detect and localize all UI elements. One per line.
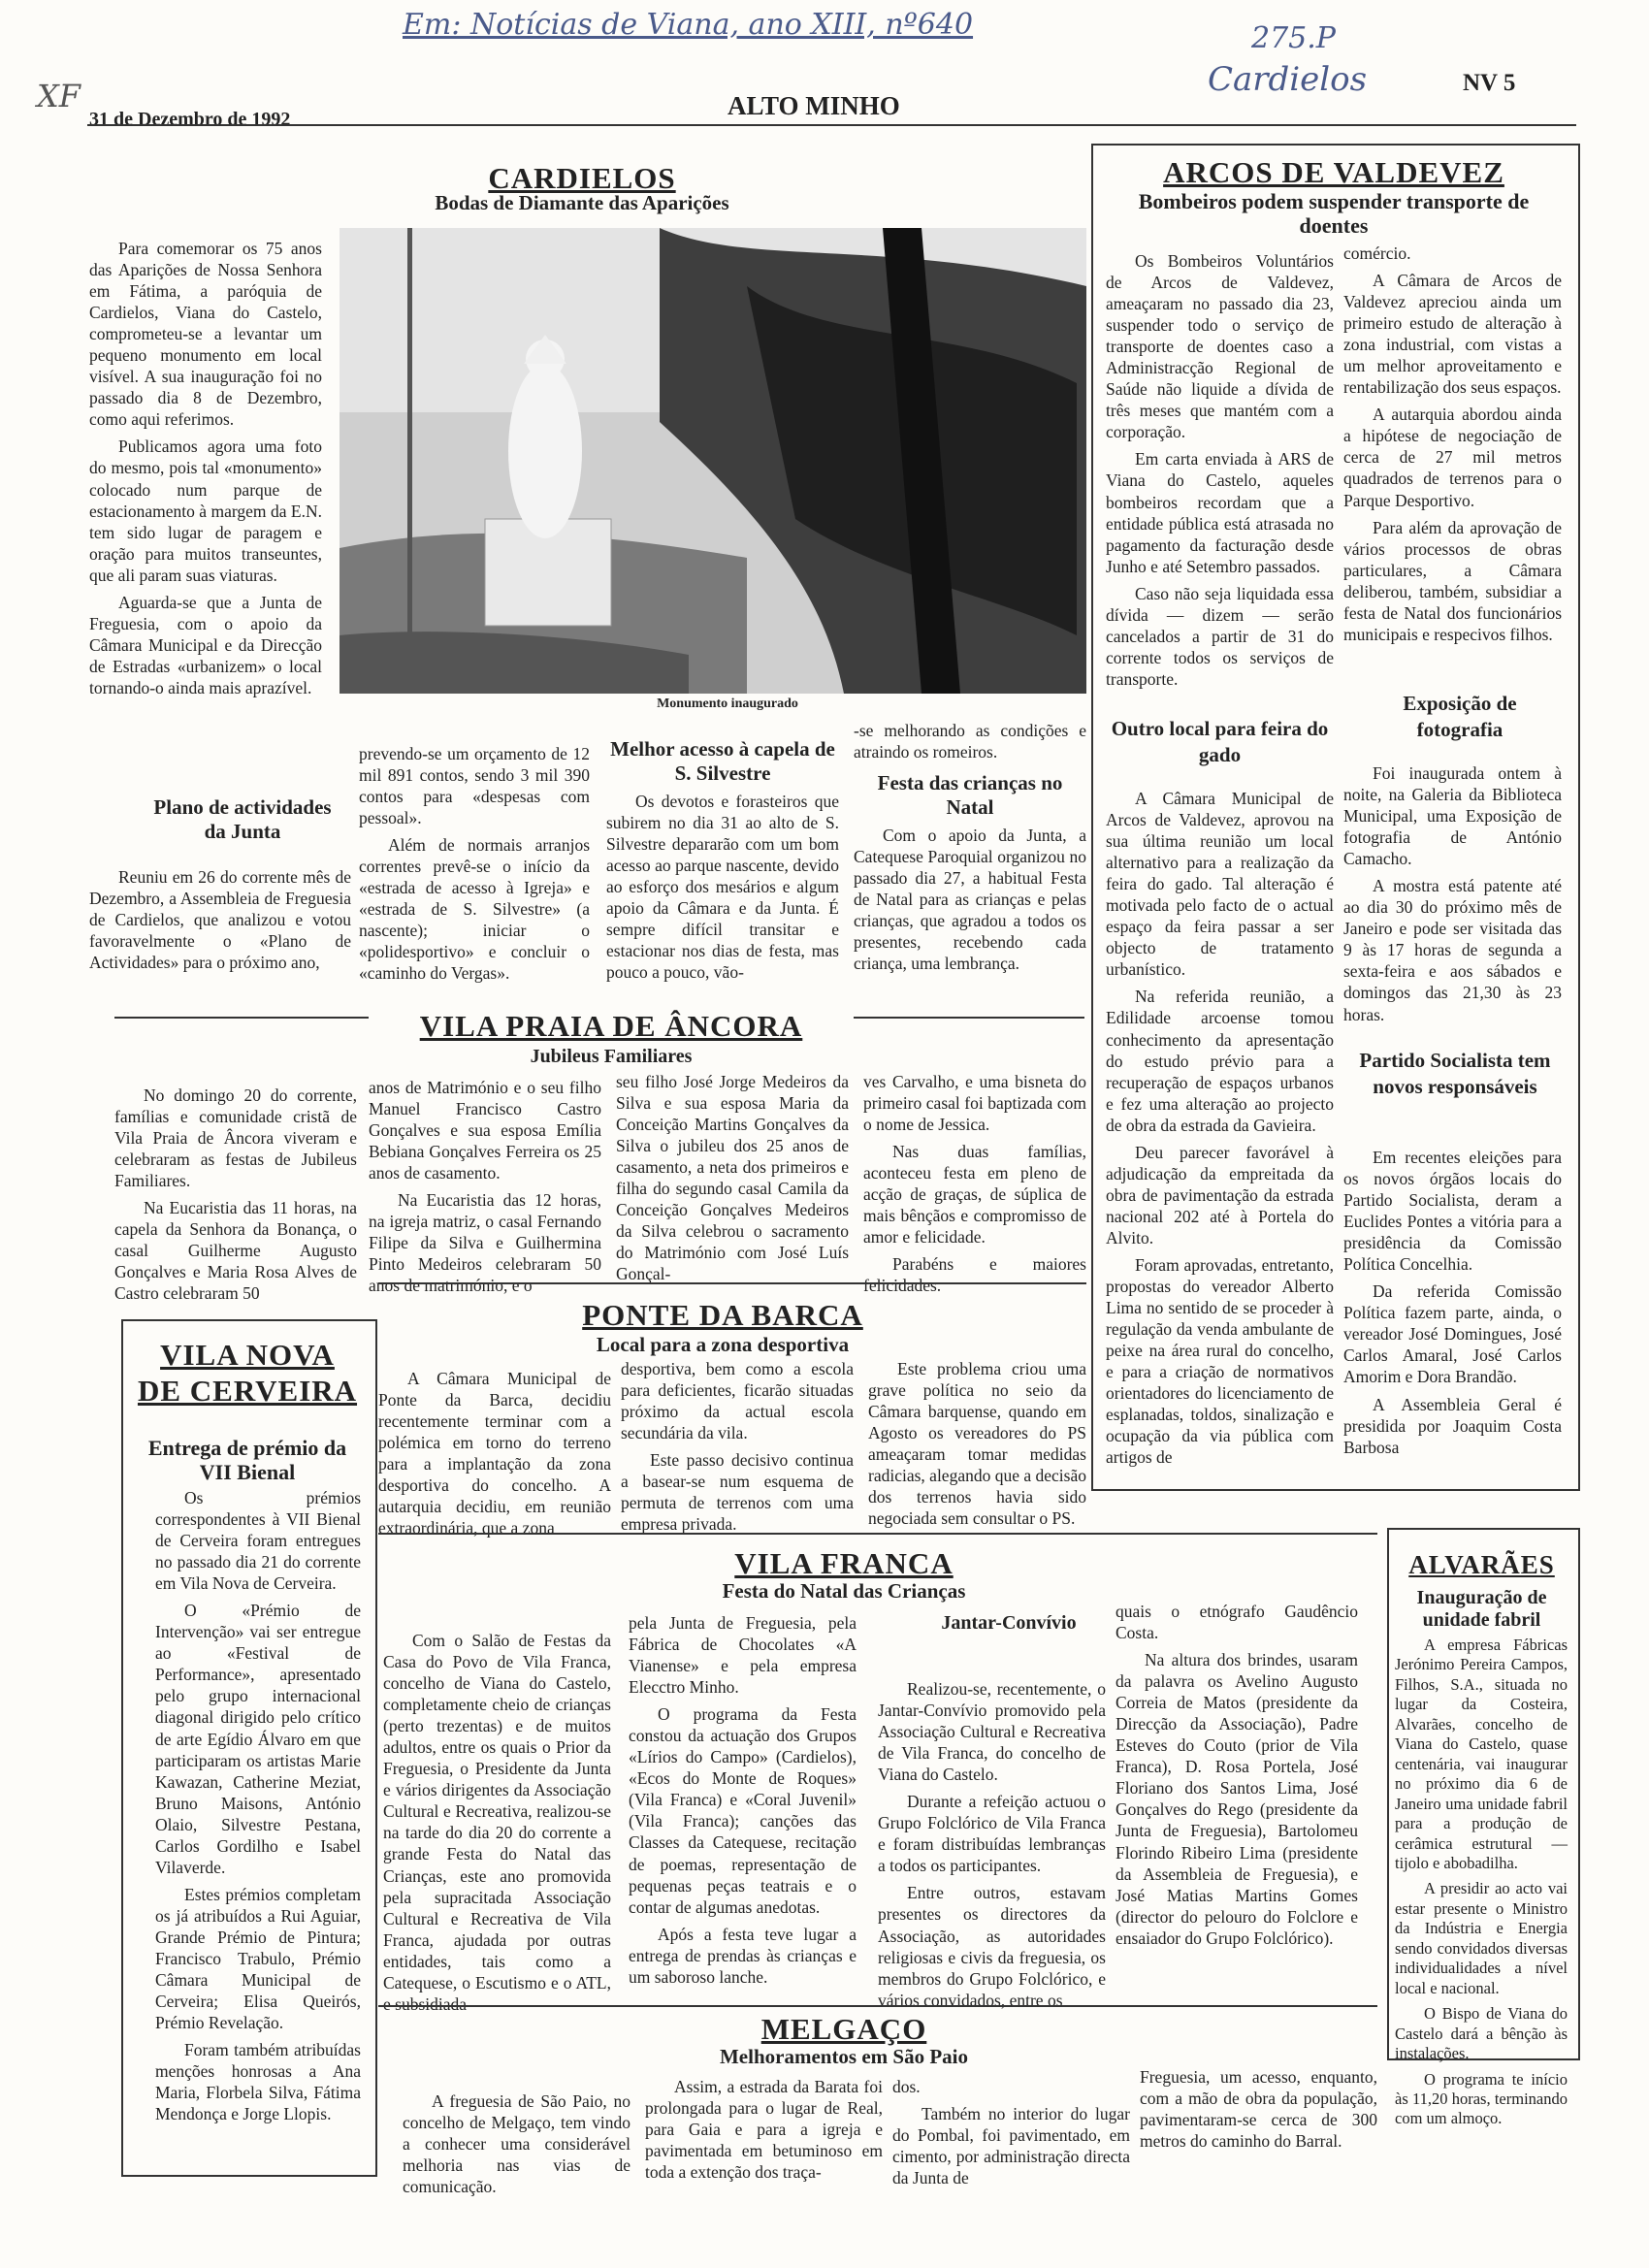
paragraph: Entre outros, estavam presentes os directores da Associação, as autoridades religiosas e civis da freguesia, os membros do Grupo Folclórico, e vários convidados, entre os <box>878 1883 1106 2010</box>
paragraph: Assim, a estrada da Barata foi prolongada para o lugar de Real, para Gaia e para a igreja e pavimentada em betuminoso em toda a extenção dos traça- <box>645 2077 883 2183</box>
handwritten-tag-note: Cardielos <box>1208 60 1368 99</box>
ps-text <box>1343 1147 1562 1464</box>
paragraph: dos. <box>892 2077 921 2096</box>
paragraph: O «Prémio de Intervenção» vai ser entregue ao «Festival de Performance», apresentado pelo grupo internacional diagonal dirigido pelo crítico de arte Egídio Álvaro em que participaram os artistas Marie Kawazan, Catherine Meziat, Bruno Maisons, António Olaio, Silvestre Pestana, Carlos Gordilho e Isabel Vilaverde. <box>155 1601 361 1877</box>
alvaraes-text <box>1395 1636 1568 2135</box>
melgaco-col3 <box>892 2076 1130 2194</box>
paragraph: A Câmara Municipal de Arcos de Valdevez, aprovou na sua última reunião um local alternativo para a realização da feira do gado. Tal alteração é motivada pelo facto de o actual espaço da feira passar a ser objecto de tratamento urbanístico. <box>1106 789 1334 980</box>
paragraph: Na Eucaristia das 11 horas, na capela da Senhora da Bonança, o casal Guilherme Augusto Gonçalves e Maria Rosa Alves de Castro celebraram 50 <box>114 1198 357 1304</box>
alvaraes-title: ALVARÃES <box>1408 1550 1555 1579</box>
paragraph: Em recentes eleições para os novos órgãos locais do Partido Socialista, deram a Euclides Pontes a vitória para a presidência da Comissão Política Concelhia. <box>1343 1148 1562 1275</box>
paragraph: prevendo-se um orçamento de 12 mil 891 contos, sendo 3 mil 390 contos para «despesas com pessoal». <box>359 744 590 828</box>
festa-heading: Festa das crianças no Natal <box>877 771 1063 820</box>
cardielos-col1 <box>89 238 322 704</box>
cerveira-text <box>155 1487 361 2130</box>
plano-text <box>89 866 351 979</box>
paragraph: A mostra está patente até ao dia 30 do próximo mês de Janeiro e pode ser visitada das 9 às 17 horas de segunda a sexta-feira e aos sábados e domingos das 21,30 às 23 horas. <box>1343 876 1562 1024</box>
cardielos-col2 <box>359 743 590 990</box>
paragraph: comércio. <box>1343 243 1411 263</box>
paragraph: Na Eucaristia das 12 horas, na igreja matriz, o casal Fernando Filipe da Silva e Guilhermina Pinto Medeiros celebraram 50 anos de matrimónio, e o <box>369 1190 601 1296</box>
barca-top-rule <box>378 1282 1086 1284</box>
barca-subtitle: Local para a zona desportiva <box>596 1333 850 1356</box>
paragraph: Estes prémios completam os já atribuídos a Rui Aguiar, Grande Prémio de Pintura; Francisco Trabulo, Prémio Câmara Municipal de Cerveira; Elisa Queirós, Prémio Revelação. <box>155 1884 361 2033</box>
plano-heading: Plano de actividades da Junta <box>153 795 332 844</box>
ancora-col2 <box>369 1077 601 1302</box>
page-number: NV 5 <box>1463 70 1516 96</box>
acesso-text <box>606 791 839 988</box>
melgaco-col4 <box>1140 2066 1377 2157</box>
paragraph: Também no interior do lugar do Pombal, foi pavimentado, em cimento, por administração directa da Junta de <box>892 2104 1130 2188</box>
header-rule <box>87 124 1576 126</box>
paragraph: Este problema criou uma grave política no seio da Câmara barquense, quando em Agosto os vereadores do PS ameaçaram tomar medidas radicias, alegando que a decisão dos terrenos havia sido negociada sem consultar o PS. <box>868 1359 1086 1529</box>
melgaco-subtitle: Melhoramentos em São Paio <box>719 2045 969 2068</box>
handwritten-source-note: Em: Notícias de Viana, ano XIII, nº640 <box>403 8 974 42</box>
paragraph: pela Junta de Freguesia, pela Fábrica de Chocolates «A Vianense» e pela empresa Elecctro Minho. <box>629 1613 857 1698</box>
paragraph: seu filho José Jorge Medeiros da Silva e sua esposa Maria da Conceição Martins Gonçalves da Silva o jubileu dos 25 anos de casamento, a neta dos primeiros e filha do segundo casal Camila da Conceição Gonçalves Medeiros da Silva celebrou o sacramento do Matrimónio com José Luís Gonçal- <box>616 1072 849 1284</box>
paragraph: Os prémios correspondentes à VII Bienal de Cerveira foram entregues no passado dia 21 do corrente em Vila Nova de Cerveira. <box>155 1488 361 1594</box>
melgaco-top-rule <box>378 2005 1377 2007</box>
expo-text <box>1343 762 1562 1031</box>
barca-title: PONTE DA BARCA <box>582 1298 863 1332</box>
expo-heading: Exposição de fotografia <box>1403 692 1517 742</box>
melgaco-col1 <box>403 2090 630 2203</box>
paragraph: Deu parecer favorável à adjudicação da empreitada da obra de pavimentação da estrada nacional 202 até à Portela do Alvito. <box>1106 1142 1334 1247</box>
feira-heading: Outro local para feira do gado <box>1111 717 1329 767</box>
franca-col4 <box>1116 1601 1358 1955</box>
paragraph: Após a festa teve lugar a entrega de prendas às crianças e um saboroso lanche. <box>629 1924 857 1987</box>
paragraph: O Bispo de Viana do Castelo dará a bênção às instalações. <box>1395 2004 1568 2063</box>
paragraph: O programa te início às 11,20 horas, terminando com um almoço. <box>1395 2069 1568 2128</box>
barca-col3 <box>868 1358 1086 1535</box>
paragraph: Os devotos e forasteiros que subirem no dia 31 ao alto de S. Silvestre depararão com um bom acesso ao parque nascente, devido ao esforço dos mesários e algum apoio da Câmara e da Junta. É sempre difícil transitar e estacionar nos dias de festa, mas pouco a pouco, vão- <box>606 792 839 983</box>
photo-caption: Monumento inaugurado <box>657 697 798 711</box>
paragraph: Reuniu em 26 do corrente mês de Dezembro, a Assembleia de Freguesia de Cardielos, que analizou e votou favoravelmente o «Plano de Actividades» para o próximo ano, <box>89 867 351 973</box>
paragraph: Na referida reunião, a Edilidade arcoense tomou conhecimento da apresentação do estudo prévio para a recuperação de espaços urbanos e fez uma alteração ao projecto de obra da estrada da Gavieira. <box>1106 987 1334 1135</box>
paragraph: A Assembleia Geral é presidida por Joaquim Costa Barbosa <box>1343 1394 1562 1457</box>
paragraph: Foram aprovadas, entretanto, propostas do vereador Alberto Lima no sentido de se proceder à regulação da venda ambulante de peixe na área rural do concelho, e para a criação de normativos orientadores do licenciamento de esplanadas, toldos, sinalização e ocupação da via pública com artigos de <box>1106 1254 1334 1468</box>
paragraph: Durante a refeição actuou o Grupo Folclórico de Vila Franca e foram distribuídas lembranças a todos os participantes. <box>878 1792 1106 1876</box>
franca-top-rule <box>378 1533 1377 1535</box>
franca-col1 <box>383 1630 611 2021</box>
melgaco-col2 <box>645 2076 883 2188</box>
paragraph: Além de normais arranjos correntes prevê-se o início da «estrada de acesso à Igreja» e «estrada de S. Silvestre» (a nascente); iniciar o «polidesportivo» e concluir o «caminho do Vergas». <box>359 835 590 984</box>
paragraph: -se melhorando as condições e atraindo os romeiros. <box>854 721 1086 762</box>
paragraph: A presidir ao acto vai estar presente o Ministro da Indústria e Energia sendo convidados diversas individualidades a nível local e nacional. <box>1395 1879 1568 1997</box>
monument-photo-image <box>340 228 1086 694</box>
feira-text <box>1106 788 1334 1474</box>
ancora-title: VILA PRAIA DE ÂNCORA <box>369 1011 854 1041</box>
paragraph: Caso não seja liquidada essa dívida — dizem — serão cancelados a partir de 31 do corrente todos os serviços de transporte. <box>1106 583 1334 689</box>
paragraph: Parabéns e maiores felicidades. <box>863 1254 1086 1296</box>
jantar-heading: Jantar-Convívio <box>941 1612 1077 1634</box>
paragraph: Foi inaugurada ontem à noite, na Galeria da Biblioteca Municipal, uma Exposição de fotografia de António Camacho. <box>1343 763 1562 869</box>
issue-date: 31 de Dezembro de 1992 <box>89 109 291 130</box>
handwritten-ref-note: 275.P <box>1251 21 1336 55</box>
cerveira-title: VILA NOVA DE CERVEIRA <box>137 1338 358 1409</box>
paragraph: Na altura dos brindes, usaram da palavra os Avelino Augusto Correia de Matos (presidente da Direcção da Associação), Padre Esteves do Couto (prior de Vila Franca), D. Rosa Portela, José Floriano dos Santos Lima, José Gonçalves do Rego (presidente da Junta de Freguesia), Bartolomeu Florindo Ribeiro Lima (presidente da Assembleia de Freguesia), e José Matias Martins Gomes (director do pelouro do Folclore e ensaiador do Grupo Folclórico). <box>1116 1650 1358 1948</box>
monument-photo <box>340 228 1086 694</box>
paragraph: Freguesia, um acesso, enquanto, com a mão de obra da população, pavimentaram-se cerca de 300 metros do caminho do Barral. <box>1140 2067 1377 2152</box>
paragraph: O programa da Festa constou da actuação dos Grupos «Lírios do Campo» (Cardielos), «Ecos do Monte de Roques» (Vila Franca) e «Coral Juvenil» (Vila Franca); canções das Classes da Catequese, recitação de poemas, representação de pequenas peças teatrais e o contar de algumas anedotas. <box>629 1704 857 1917</box>
alvaraes-subtitle: Inauguração de unidade fabril <box>1416 1587 1547 1631</box>
paragraph: Foram também atribuídas menções honrosas a Ana Maria, Florbela Silva, Fátima Mendonça e Jorge Llopis. <box>155 2040 361 2124</box>
paragraph: Aguarda-se que a Junta de Freguesia, com o apoio da Câmara Municipal e da Direcção de Estradas «urbanizem» o local tornando-o ainda mais aprazível. <box>89 592 322 697</box>
paragraph: Este passo decisivo continua a basear-se num esquema de permuta de terrenos com uma empresa privada. <box>621 1450 854 1535</box>
paragraph: Para além da aprovação de vários processos de obras particulares, a Câmara deliberou, também, subsidiar a festa de Natal dos funcionários municipais e respecivos filhos. <box>1343 517 1562 644</box>
paragraph: Para comemorar os 75 anos das Aparições de Nossa Senhora em Fátima, a paróquia de Cardielos, Viana do Castelo, comprometeu-se a levantar um pequeno monumento em local visível. A sua inauguração foi no passado dia 8 de Dezembro, como aqui referimos. <box>89 239 322 430</box>
cerveira-subtitle: Entrega de prémio da VII Bienal <box>147 1436 347 1485</box>
barca-col1 <box>378 1368 611 1544</box>
section-name: ALTO MINHO <box>728 91 900 120</box>
handwritten-corner-mark: XF <box>37 78 81 114</box>
paragraph: Os Bombeiros Voluntários de Arcos de Valdevez, ameaçaram no passado dia 23, suspender todo o serviço de transporte de doentes caso a Administracção Regional de Saúde não liquide a dívida de três meses que mantém com a corporação. <box>1106 251 1334 442</box>
melgaco-title: MELGAÇO <box>760 2012 927 2046</box>
cardielos-col4 <box>854 720 1086 768</box>
cardielos-title: CARDIELOS <box>488 161 676 195</box>
paragraph: Nas duas famílias, aconteceu festa em pleno de acção de graças, de súplica de mais bênçãos e compromisso de amor e felicidade. <box>863 1142 1086 1247</box>
paragraph: Com o apoio da Junta, a Catequese Paroquial organizou no passado dia 27, a habitual Festa de Natal para as crianças e pelas crianças, que agradou a todos os presentes, recebendo cada criança, uma lembrança. <box>854 826 1086 974</box>
franca-col3 <box>878 1678 1106 2017</box>
paragraph: Com o Salão de Festas da Casa do Povo de Vila Franca, concelho de Viana do Castelo, completamente cheio de crianças (perto trezentas) e de muitos adultos, entre os quais o Prior da Freguesia, o Presidente da Junta e vários dirigentes da Associação Cultural e Recreativa, realizou-se na tarde do dia 20 do corrente a grande Festa do Natal das Crianças, este ano promovida pela supracitada Associação Cultural e Recreativa de Vila Franca, ajudada por outras entidades, tais como a Catequese, o Escutismo e o ATL, e subsidiada <box>383 1631 611 2014</box>
paragraph: Publicamos agora uma foto do mesmo, pois tal «monumento» colocado num parque de estacionamento à margem da E.N. tem sido lugar de paragem e oração para muitos transeuntes, que ali param suas viaturas. <box>89 437 322 585</box>
paragraph: A empresa Fábricas Jerónimo Pereira Campos, Filhos, S.A., situada no lugar da Costeira, Alvarães, concelho de Viana do Castelo, quase centenária, vai inaugurar no próximo dia 6 de Janeiro uma unidade fabril para a produção de cerâmica estrutural — tijolo e abobadilha. <box>1395 1636 1568 1872</box>
paragraph: No domingo 20 do corrente, famílias e comunidade cristã de Vila Praia de Âncora viveram e celebraram as festas de Jubileus Familiares. <box>114 1085 357 1191</box>
arcos-col2 <box>1343 243 1562 651</box>
arcos-subtitle: Bombeiros podem suspender transporte de doentes <box>1138 189 1530 239</box>
paragraph: ves Carvalho, e uma bisneta do primeiro casal foi baptizada com o nome de Jessica. <box>863 1072 1086 1135</box>
ancora-col4 <box>863 1071 1086 1302</box>
paragraph: Em carta enviada à ARS de Viana do Castelo, aqueles bombeiros recordam que a entidade pública está atrasada no pagamento da facturação desde Junho e até Setembro passados. <box>1106 449 1334 576</box>
franca-subtitle: Festa do Natal das Crianças <box>722 1579 966 1603</box>
ps-heading: Partido Socialista tem novos responsáveis <box>1359 1049 1551 1099</box>
franca-title: VILA FRANCA <box>734 1546 954 1580</box>
paragraph: desportiva, bem como a escola para deficientes, ficarão situadas próximo da actual escola secundária da vila. <box>621 1359 854 1443</box>
paragraph: A Câmara de Arcos de Valdevez apreciou ainda um primeiro estudo de alteração à zona industrial, com vistas a um melhor aproveitamento e rentabilização dos seus espaços. <box>1343 271 1562 398</box>
cardielos-subtitle: Bodas de Diamante das Aparições <box>435 191 729 214</box>
ancora-subtitle: Jubileus Familiares <box>530 1046 693 1067</box>
arcos-col1 <box>1106 250 1334 696</box>
paragraph: quais o etnógrafo Gaudêncio Costa. <box>1116 1602 1358 1643</box>
paragraph: A autarquia abordou ainda a hipótese de negociação de cerca de 27 mil metros quadrados de terrenos para o Parque Desportivo. <box>1343 405 1562 510</box>
paragraph: anos de Matrimónio e o seu filho Manuel Francisco Castro Gonçalves e sua esposa Emília Bebiana Gonçalves Ferreira os 25 anos de casamento. <box>369 1078 601 1183</box>
arcos-title: ARCOS DE VALDEVEZ <box>1163 155 1504 189</box>
barca-col2 <box>621 1358 854 1540</box>
festa-text <box>854 825 1086 980</box>
paragraph: Realizou-se, recentemente, o Jantar-Convívio promovido pela Associação Cultural e Recreativa de Vila Franca, do concelho de Viana do Castelo. <box>878 1679 1106 1785</box>
ancora-col1 <box>114 1085 357 1310</box>
paragraph: Da referida Comissão Política fazem parte, ainda, o vereador José Domingues, José Carlos Amaral, José Carlos Amorim e Dora Brandão. <box>1343 1281 1562 1387</box>
paragraph: A Câmara Municipal de Ponte da Barca, decidiu recentemente terminar com a polémica em torno do terreno para a implantação da zona desportiva do concelho. A autarquia decidiu, em reunião extraordinária, que a zona <box>378 1369 611 1539</box>
acesso-heading: Melhor acesso à capela de S. Silvestre <box>610 737 835 786</box>
ancora-col3 <box>616 1071 849 1290</box>
franca-col2 <box>629 1612 857 1993</box>
paragraph: A freguesia de São Paio, no concelho de Melgaço, tem vindo a conhecer uma considerável melhoria nas vias de comunicação. <box>403 2091 630 2197</box>
